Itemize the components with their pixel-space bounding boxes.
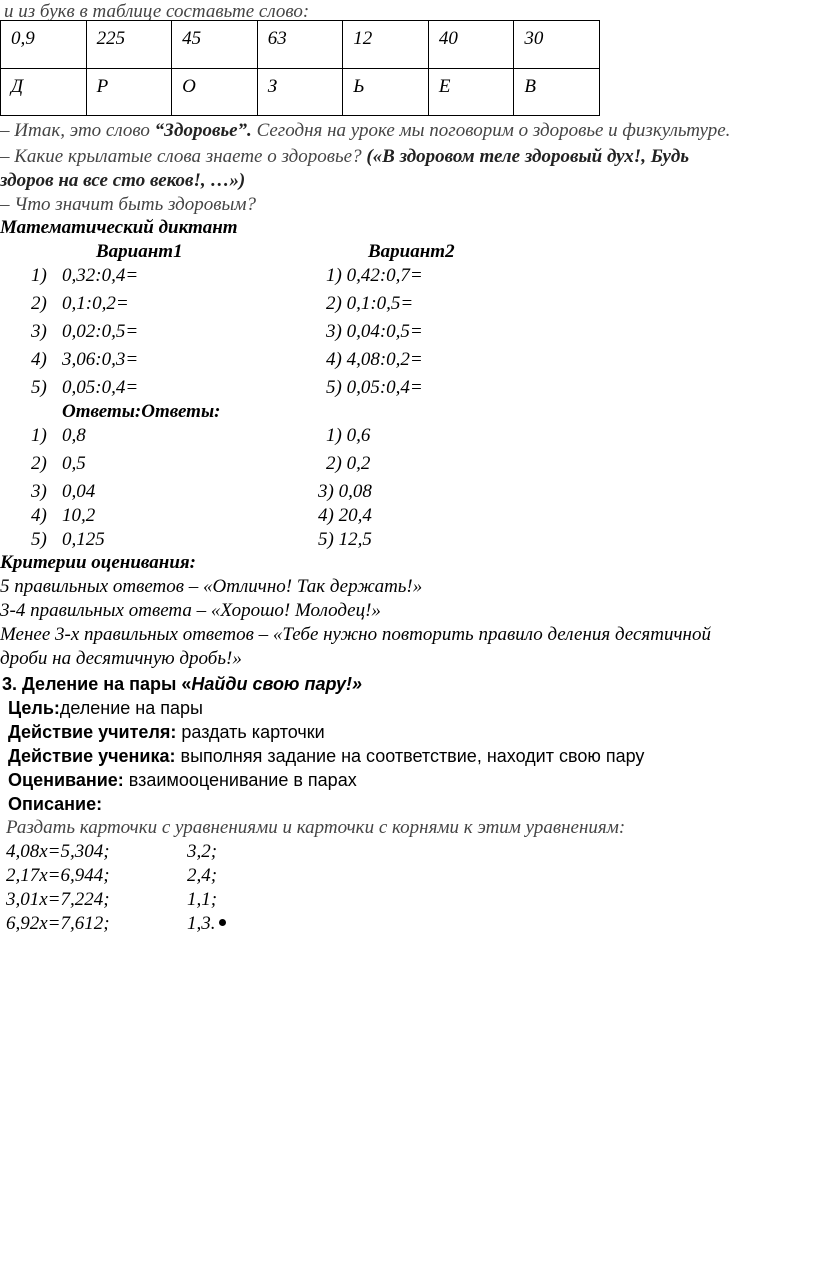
list-item: [0, 912, 800, 936]
variant2-task: 3) 0,04:0,5=: [326, 321, 423, 342]
root: 1,1;: [187, 889, 218, 910]
table-cell: 63: [257, 21, 343, 69]
description-text: Раздать карточки с уравнениями и карточки с корнями к этим уравнениям:: [6, 817, 626, 838]
variant2-answer: 2) 0,2: [326, 453, 371, 474]
item-number: 3): [31, 321, 47, 342]
table-cell: Е: [428, 68, 514, 116]
equation: 2,17x=6,944;: [6, 865, 110, 886]
list-item: [0, 840, 800, 864]
variant2-task: 2) 0,1:0,5=: [326, 293, 414, 314]
paragraph-word: [0, 119, 730, 142]
variant2-task: 4) 4,08:0,2=: [326, 349, 423, 370]
student-label: Действие ученика:: [8, 746, 176, 766]
variant2-answer: 5) 12,5: [318, 529, 372, 550]
list-item: [0, 452, 800, 476]
list-item: [0, 292, 800, 316]
variant1-task: 0,05:0,4=: [62, 377, 139, 398]
variant1-task: 0,32:0,4=: [62, 265, 139, 286]
answers-title: Ответы:Ответы:: [62, 401, 221, 422]
goal-value: деление на пары: [59, 698, 203, 718]
dictation-title: Математический диктант: [0, 217, 238, 238]
bullet-icon: [219, 919, 226, 926]
table-row-numbers: [1, 21, 600, 69]
list-item: [0, 264, 800, 288]
variant2-header: Вариант2: [368, 241, 455, 262]
paragraph-sayings: [0, 145, 689, 168]
letter-table: [0, 20, 600, 116]
list-item: [0, 376, 800, 400]
variant2-answer: 1) 0,6: [326, 425, 371, 446]
variant2-answer: 4) 20,4: [318, 505, 372, 526]
table-cell: 12: [343, 21, 429, 69]
variant2-task: 1) 0,42:0,7=: [326, 265, 423, 286]
para2-prefix: – Какие крылатые слова знаете о здоровье?: [0, 146, 367, 167]
intro-text: и из букв в таблице составьте слово:: [4, 1, 310, 22]
student-value: выполняя задание на соответствие, находит свою пару: [175, 746, 645, 766]
para1-suffix: Сегодня на уроке мы поговорим о здоровье и физкультуре.: [251, 120, 731, 141]
variant1-answer: 0,04: [62, 481, 96, 502]
list-item: [0, 864, 800, 888]
list-item: [0, 528, 800, 552]
variant1-answer: 0,125: [62, 529, 105, 550]
item-number: 5): [31, 529, 47, 550]
root: 2,4;: [187, 865, 218, 886]
item-number: 2): [31, 293, 47, 314]
criteria-title: Критерии оценивания:: [0, 552, 197, 573]
item-number: 5): [31, 377, 47, 398]
root: 1,3.: [187, 913, 216, 934]
para2-bold-line1: («В здоровом теле здоровый дух!, Будь: [366, 146, 690, 167]
student-line: [8, 745, 644, 768]
goal-label: Цель:: [8, 698, 60, 718]
teacher-label: Действие учителя:: [8, 722, 177, 742]
equation: 3,01x=7,224;: [6, 889, 110, 910]
table-cell: З: [257, 68, 343, 116]
table-cell: 225: [86, 21, 172, 69]
variant1-answer: 0,8: [62, 425, 86, 446]
para1-prefix: – Итак, это слово: [0, 120, 155, 141]
variant1-header: Вариант1: [96, 241, 183, 262]
root-with-bullet: [187, 912, 226, 935]
root: 3,2;: [187, 841, 218, 862]
item-number: 2): [31, 453, 47, 474]
table-cell: Р: [86, 68, 172, 116]
list-item: [0, 320, 800, 344]
equation: 4,08x=5,304;: [6, 841, 110, 862]
criteria-line: Менее 3-х правильных ответов – «Тебе нужно повторить правило деления десятичной: [0, 624, 711, 645]
table-cell: О: [172, 68, 258, 116]
list-item: [0, 348, 800, 372]
assess-line: [8, 769, 357, 792]
variant2-answer: 3) 0,08: [318, 481, 372, 502]
table-cell: Ь: [343, 68, 429, 116]
item-number: 1): [31, 265, 47, 286]
para2-bold-line2: здоров на все сто веков!, …»): [0, 170, 246, 191]
variant2-task: 5) 0,05:0,4=: [326, 377, 423, 398]
table-cell: 45: [172, 21, 258, 69]
variant1-answer: 0,5: [62, 453, 86, 474]
list-item: [0, 480, 800, 504]
item-number: 3): [31, 481, 47, 502]
table-cell: 40: [428, 21, 514, 69]
section3-heading-prefix: 3. Деление на пары «: [2, 674, 192, 694]
table-cell: 30: [514, 21, 600, 69]
section3-heading: [2, 673, 362, 696]
equation: 6,92x=7,612;: [6, 913, 110, 934]
criteria-line: дроби на десятичную дробь!»: [0, 648, 242, 669]
description-label: Описание:: [8, 794, 103, 814]
section3-heading-title: Найди свою пару!»: [191, 674, 363, 694]
item-number: 4): [31, 505, 47, 526]
list-item: [0, 424, 800, 448]
teacher-line: [8, 721, 325, 744]
list-item: [0, 504, 800, 528]
variant1-answer: 10,2: [62, 505, 96, 526]
item-number: 4): [31, 349, 47, 370]
variant1-task: 0,02:0,5=: [62, 321, 139, 342]
list-item: [0, 888, 800, 912]
assess-value: взаимооценивание в парах: [123, 770, 357, 790]
criteria-line: 5 правильных ответов – «Отлично! Так держать!»: [0, 576, 423, 597]
variant1-task: 3,06:0,3=: [62, 349, 139, 370]
criteria-line: 3-4 правильных ответа – «Хорошо! Молодец!»: [0, 600, 381, 621]
item-number: 1): [31, 425, 47, 446]
teacher-value: раздать карточки: [176, 722, 325, 742]
variant1-task: 0,1:0,2=: [62, 293, 129, 314]
paragraph-question: – Что значит быть здоровым?: [0, 194, 256, 215]
para1-word: “Здоровье”.: [154, 120, 252, 141]
assess-label: Оценивание:: [8, 770, 124, 790]
table-cell: В: [514, 68, 600, 116]
goal-line: [8, 697, 203, 720]
table-cell: Д: [1, 68, 87, 116]
table-row-letters: [1, 68, 600, 116]
table-cell: 0,9: [1, 21, 87, 69]
